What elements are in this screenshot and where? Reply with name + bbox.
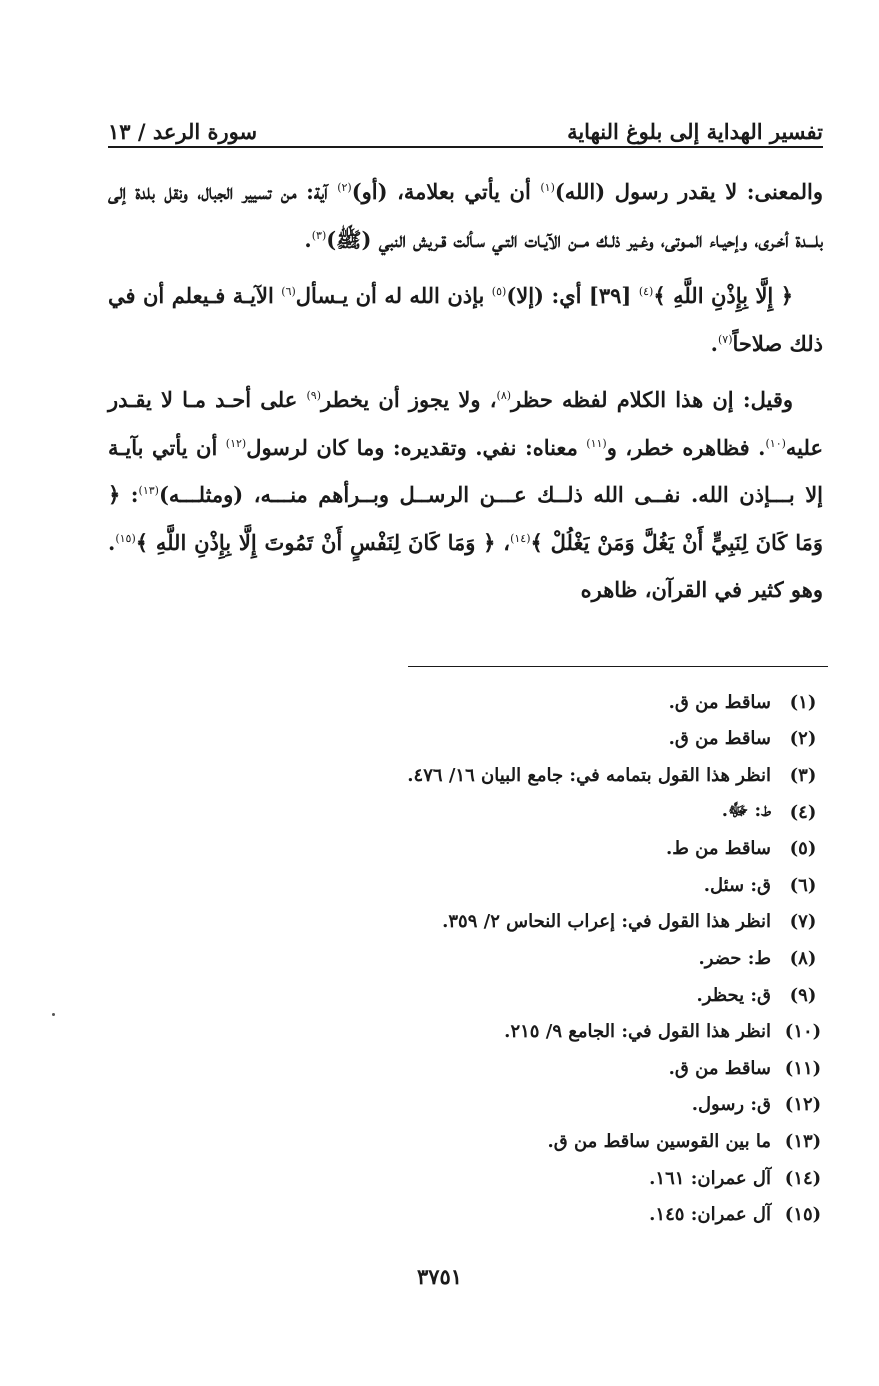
footnote-item [108, 684, 829, 721]
footnote-ref: (١٥) [115, 531, 136, 545]
footnote-number: (١) [789, 691, 817, 713]
footnote-number: (١٤) [784, 1167, 822, 1189]
footnote-number: (٧) [789, 911, 817, 933]
footnote-ref: (١٤) [510, 531, 531, 545]
text-segment: ، ولا يجوز أن يخطر [321, 387, 497, 412]
footnote-item [108, 904, 829, 941]
footnote-number: (٩) [789, 984, 817, 1006]
footnote-text: ق: يحظر. [696, 984, 771, 1006]
text-segment: . [304, 226, 312, 252]
footnote-separator [408, 666, 828, 667]
text-segment: ﴿ إِلَّا بِإِذْنِ اللَّهِ ﴾ [653, 283, 794, 308]
footnote-text: ق: رسول. [691, 1094, 771, 1116]
footnotes-list [108, 684, 829, 1233]
text-segment: . فظاهره خطر، و [606, 434, 766, 460]
footnote-item [108, 794, 829, 831]
text-segment: معناه: نفي. وتقديره: وما كان لرسول [246, 434, 587, 460]
header-rule [108, 146, 823, 148]
paragraph-p1 [108, 168, 823, 263]
footnote-number: (٢) [789, 728, 817, 750]
footnote-number: (١٥) [784, 1204, 822, 1226]
text-segment: . [710, 330, 718, 356]
footnote-item [108, 830, 829, 867]
footnote-text: ط: ﷻ. [721, 800, 771, 822]
footnote-ref: (٧) [717, 332, 733, 346]
footnote-text: انظر هذا القول في: الجامع ٩/ ٢١٥. [504, 1021, 771, 1043]
footnote-item [108, 940, 829, 977]
footnote-text: انظر هذا القول بتمامه في: جامع البيان ١٦/ ٤٧٦. [407, 764, 771, 786]
footnote-ref: (٩) [306, 389, 321, 402]
footnote-number: (٣) [789, 764, 817, 786]
footnote-text: ساقط من ق. [668, 1057, 771, 1079]
paragraph-p2 [108, 272, 823, 367]
footnote-item [108, 1087, 829, 1124]
footnote-number: (١٣) [784, 1130, 822, 1152]
text-segment: آية: من تسيير الجبال، ونقل بلدة إلى بلـــدة أخـرى، وإحيـاء المـوتى، وغـير ذلـك مــن الآيـات التـي سـألت قـريش النبي (ﷺ) [108, 179, 823, 252]
text-segment: . وهو كثير في القرآن، ظاهره [108, 529, 823, 602]
footnote-ref: (٢) [337, 181, 352, 194]
footnote-ref: (١٠) [765, 436, 786, 450]
footnote-number: (٦) [789, 874, 817, 896]
footnote-ref: (١٢) [225, 436, 247, 450]
footnote-number: (١٠) [784, 1021, 822, 1043]
paragraph-p3 [108, 376, 823, 614]
footnote-item [108, 757, 829, 794]
main-text [108, 168, 823, 623]
scan-speck [52, 1013, 55, 1016]
footnote-text: ط: حضر. [698, 947, 771, 969]
footnote-item [108, 1050, 829, 1087]
footnote-number: (٤) [789, 801, 817, 823]
footnote-text: ق: سئل. [703, 874, 771, 896]
footnote-item [108, 721, 829, 758]
text-segment: ، ﴿ وَمَا كَانَ لِنَفْسٍ أَنْ تَمُوتَ إِلَّا بِإِذْنِ اللَّهِ ﴾ [135, 529, 511, 555]
footnote-ref: (٣) [311, 228, 327, 242]
footnote-item [108, 977, 829, 1014]
footnote-text: آل عمران: ١٤٥. [649, 1204, 771, 1226]
footnote-text: ساقط من ق. [668, 728, 771, 750]
text-segment: بإذن الله له أن يـسأل [295, 283, 492, 308]
footnote-item [108, 867, 829, 904]
surah-label: سورة الرعد / ١٣ [108, 119, 258, 144]
text-segment: [٣٩] أي: (إلا) [506, 283, 639, 308]
text-segment: أن يأتي بعلامة، (أو) [351, 179, 541, 204]
footnote-text: آل عمران: ١٦١. [649, 1167, 771, 1189]
footnote-item [108, 1013, 829, 1050]
footnote-number: (٨) [789, 947, 817, 969]
footnote-ref: (٤) [638, 285, 654, 298]
footnote-number: (٥) [789, 838, 817, 860]
text-segment: الآيـة فـيعلم أن في ذلك صلاحاً [108, 283, 823, 356]
footnote-text: ساقط من ق. [668, 691, 771, 713]
footnote-ref: (٦) [281, 285, 296, 298]
text-segment: على أحـد مـا لا يقـدر عليه [108, 387, 823, 460]
footnote-text: ساقط من ط. [665, 838, 771, 860]
footnote-item [108, 1123, 829, 1160]
footnote-ref: (١٣) [138, 484, 159, 497]
footnote-ref: (٨) [496, 389, 512, 402]
text-segment: والمعنى: لا يقدر رسول (الله) [554, 179, 824, 204]
running-header [108, 104, 823, 144]
footnote-ref: (٥) [491, 285, 507, 298]
footnote-ref: (١١) [586, 436, 607, 450]
book-title: تفسير الهداية إلى بلوغ النهاية [567, 119, 823, 144]
text-segment: وقيل: إن هذا الكلام لفظه حظر [511, 387, 793, 412]
footnote-item [108, 1196, 829, 1233]
footnote-number: (١١) [784, 1057, 822, 1079]
footnote-number: (١٢) [784, 1094, 822, 1116]
text-segment: : ﴿ وَمَا كَانَ لِنَبِيٍّ أَنْ يَغُلَّ وَمَنْ يَغْلُلْ ﴾ [108, 482, 823, 555]
footnote-ref: (١) [540, 181, 555, 194]
footnote-text: ما بين القوسين ساقط من ق. [547, 1130, 771, 1152]
page-number: ٣٧٥١ [416, 1264, 463, 1289]
text-segment: أن يأتي بآيـة إلا بـــإذن الله. نفــى الله ذلــك عـــن الرســل وبــرأهم منـــه، (ومثلـــه) [108, 434, 824, 507]
footnote-item [108, 1160, 829, 1197]
footnote-text: انظر هذا القول في: إعراب النحاس ٢/ ٣٥٩. [442, 911, 771, 933]
